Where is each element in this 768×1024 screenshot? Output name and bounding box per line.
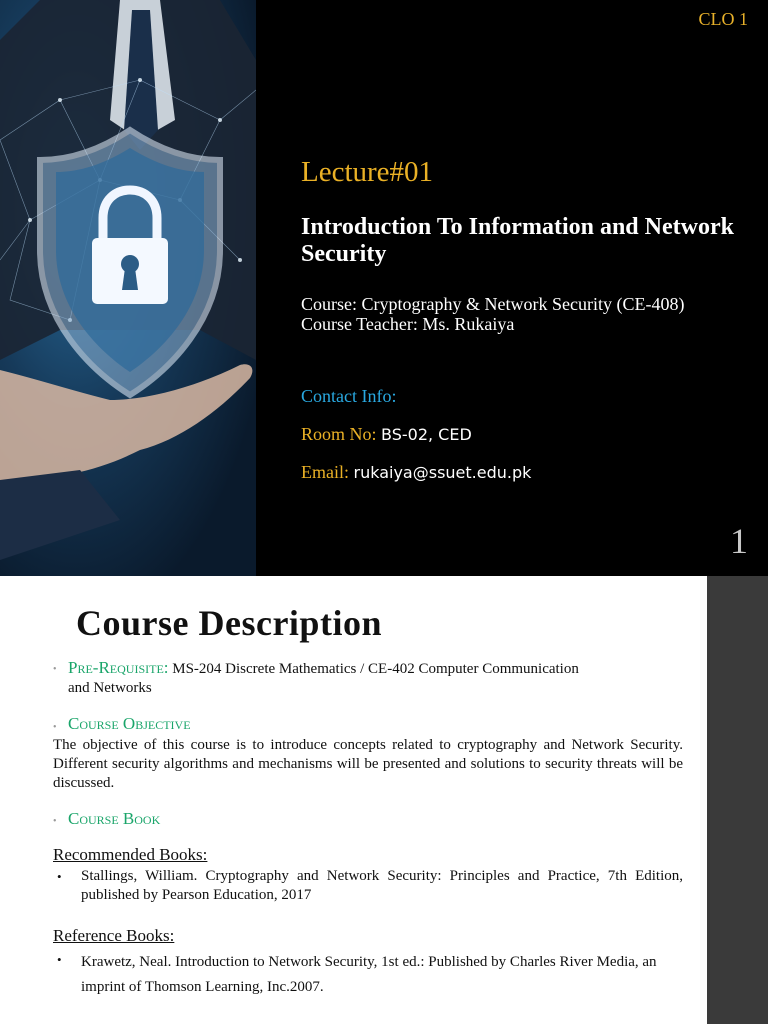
prereq-label: Pre-Requisite: [68, 658, 169, 677]
course-info [301, 294, 761, 334]
shield-lock-icon [0, 0, 256, 576]
course-book-label: Course Book [68, 809, 161, 828]
page-number: 1 [730, 521, 748, 561]
bullet-icon: • [57, 952, 62, 967]
course-description-slide [0, 576, 768, 1024]
reference-heading: Reference Books: [53, 926, 175, 945]
prerequisite [68, 658, 688, 698]
recommended-heading: Recommended Books: [53, 845, 208, 864]
lecture-number: Lecture#01 [301, 156, 434, 188]
bullet-icon: • [53, 816, 57, 827]
bullet-icon: • [53, 664, 57, 675]
slide-sidebar [707, 576, 768, 1024]
prereq-value-2: and Networks [68, 680, 152, 696]
contact-heading: Contact Info: [301, 386, 397, 406]
teacher-line: Course Teacher: Ms. Rukaiya [301, 314, 515, 334]
course-line: Course: Cryptography & Network Security (CE-408) [301, 294, 685, 314]
objective-label: Course Objective [68, 714, 191, 733]
objective-text: The objective of this course is to introduce concepts related to cryptography and Network Security. Different security algorithms and mechanisms will be presented and solutions to security threats will be discussed. [53, 737, 683, 791]
bullet-icon: • [53, 722, 57, 733]
reference-item: Krawetz, Neal. Introduction to Network Security, 1st ed.: Published by Charles River Media, an imprint of Thomson Learning, Inc.2007. [81, 954, 657, 995]
room-value: BS-02, CED [381, 425, 472, 444]
room-info [301, 424, 472, 445]
bullet-icon: • [57, 869, 62, 884]
recommended-item: Stallings, William. Cryptography and Network Security: Principles and Practice, 7th Edition, published by Pearson Education, 2017 [81, 868, 683, 903]
clo-label: CLO 1 [698, 9, 748, 29]
prereq-value: MS-204 Discrete Mathematics / CE-402 Computer Communication [172, 661, 579, 677]
hero-image [0, 0, 256, 576]
email-info [301, 462, 531, 483]
page-title: Course Description [76, 603, 382, 643]
lecture-title: Introduction To Information and Network Security [301, 214, 734, 267]
room-label: Room No: [301, 424, 377, 444]
email-value: rukaiya@ssuet.edu.pk [353, 463, 532, 482]
email-label: Email: [301, 462, 349, 482]
